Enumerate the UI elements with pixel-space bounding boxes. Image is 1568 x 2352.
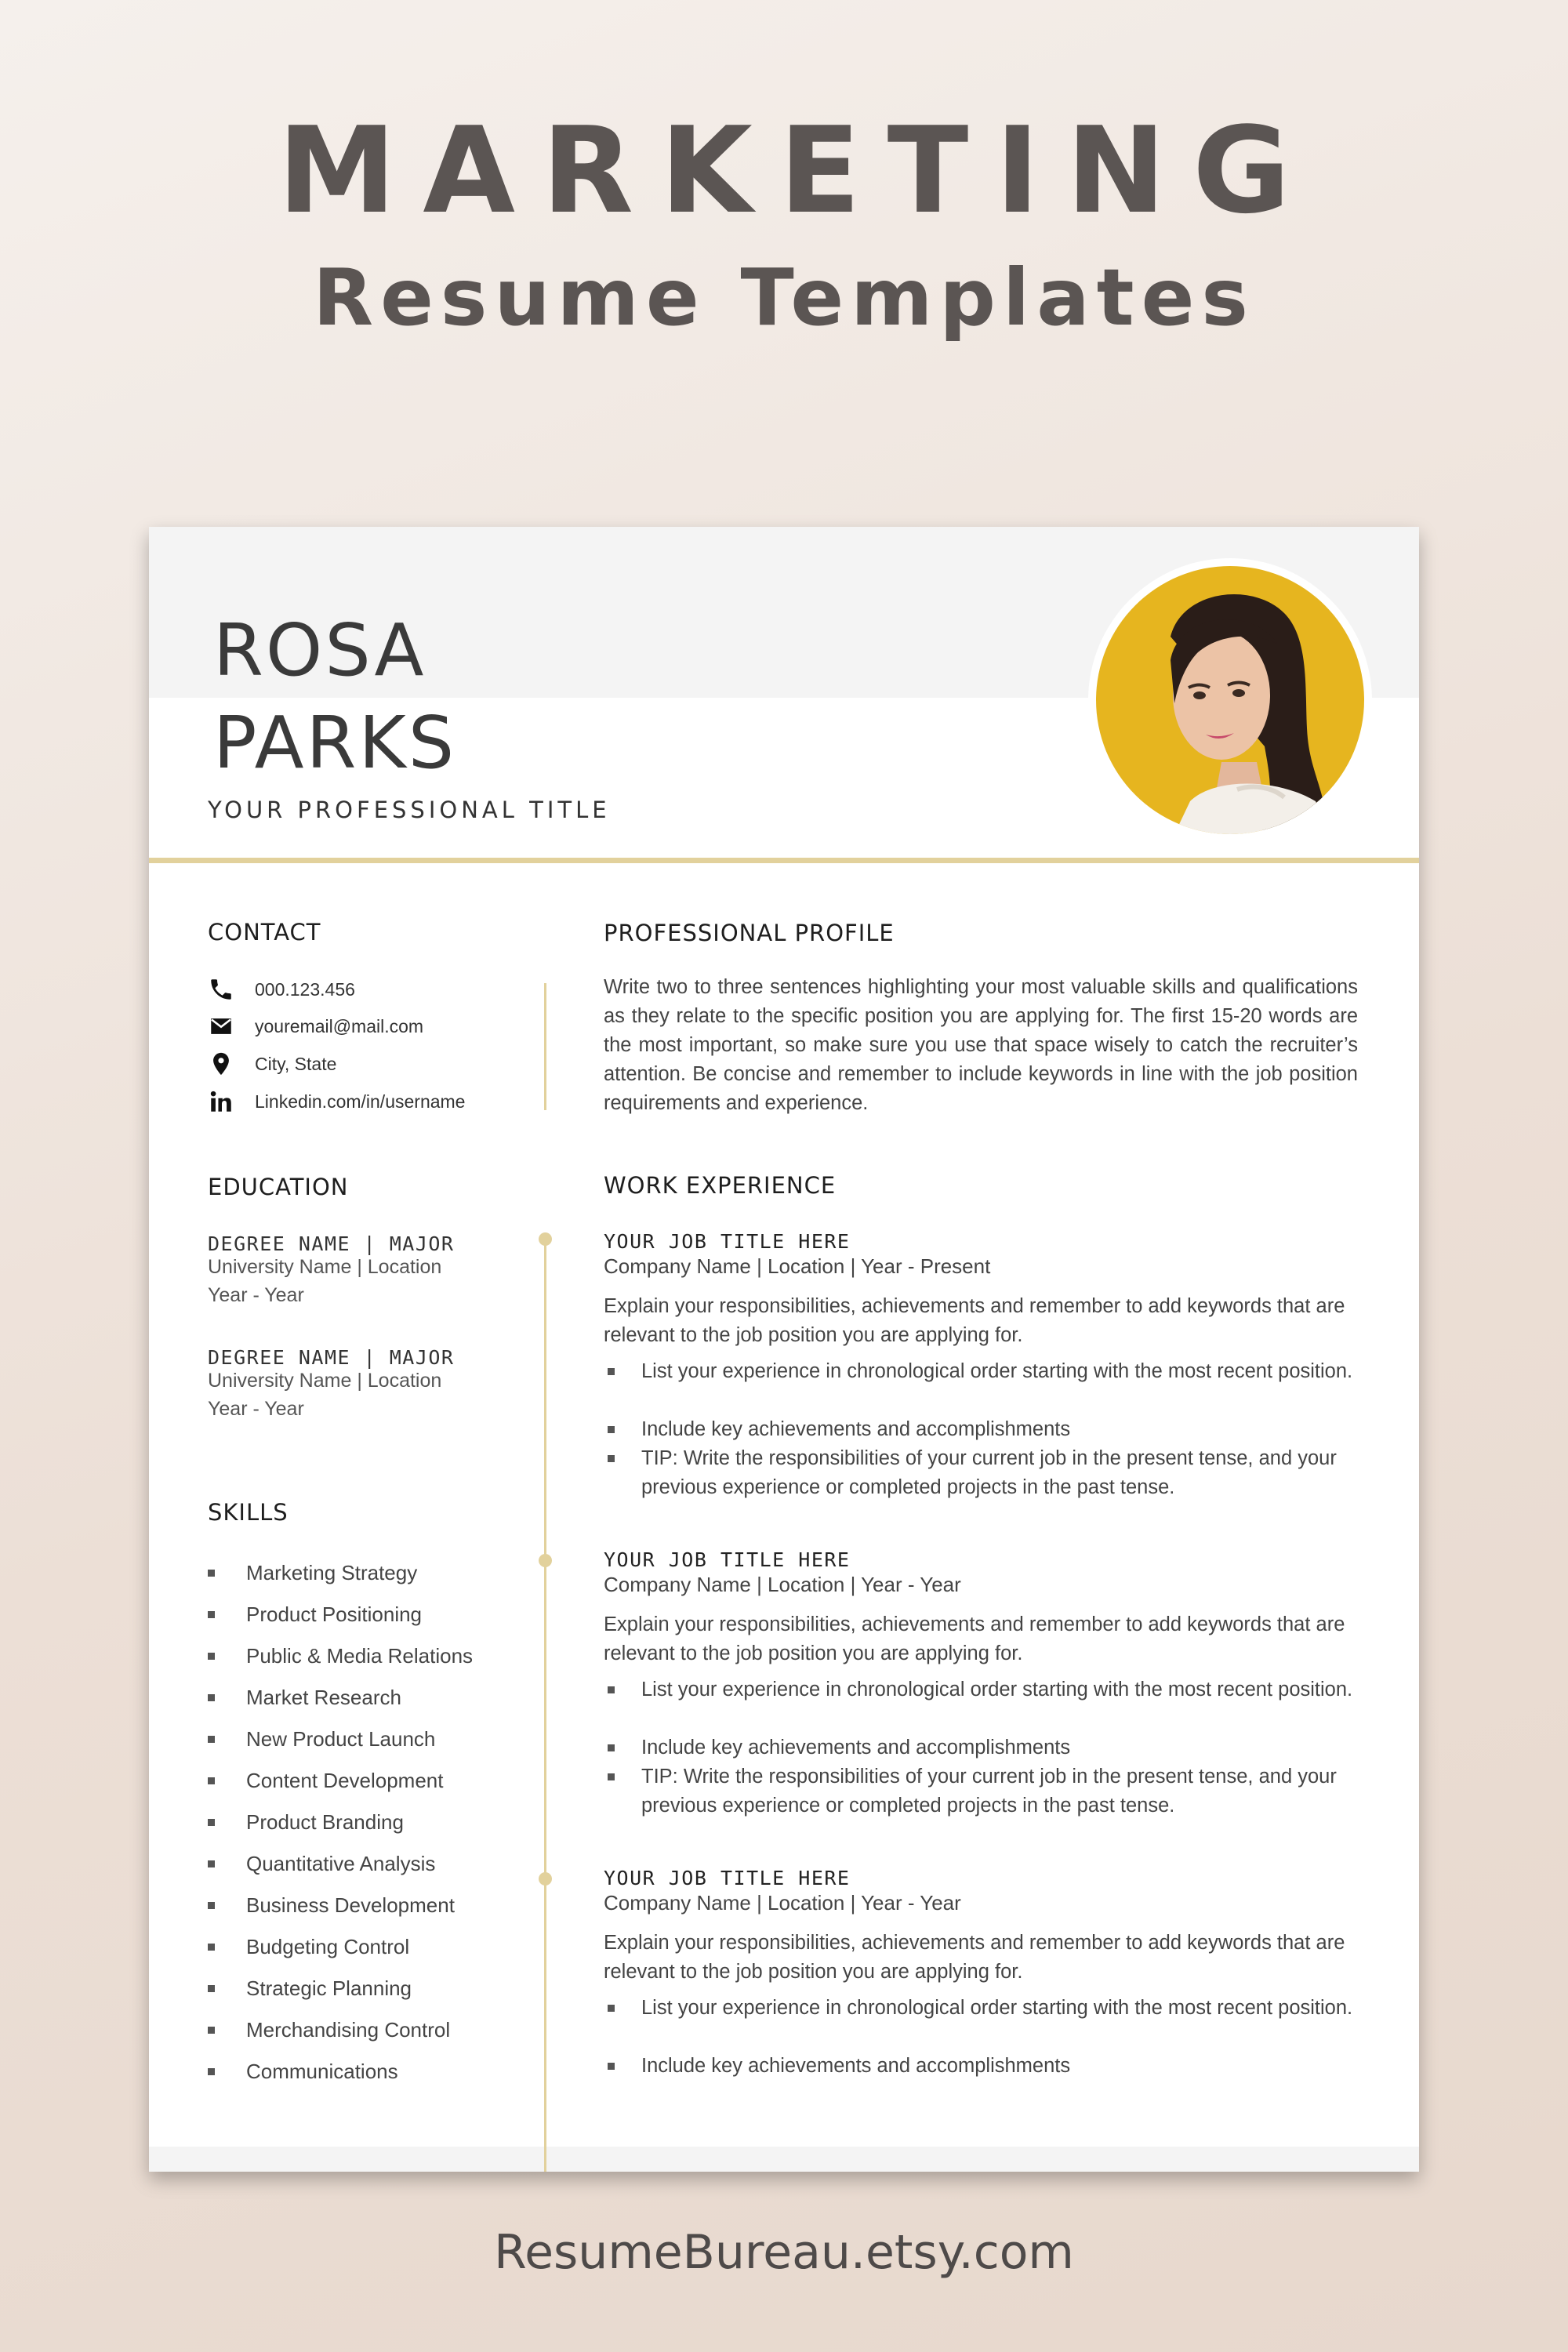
job-description: Explain your responsibilities, achievements and remember to add keywords that are relevant to the job position you are applying for.: [604, 1295, 1345, 1346]
job-bullet: [604, 1994, 1358, 2023]
skill-label: Communications: [246, 2059, 398, 2083]
job-bullet-text: List your experience in chronological order starting with the most recent position.: [641, 1360, 1353, 1382]
skills-heading: SKILLS: [208, 1499, 289, 1526]
skill-label: Product Branding: [246, 1809, 404, 1834]
job-title: YOUR JOB TITLE HERE: [604, 1867, 851, 1889]
job-company: Company Name | Location | Year - Year: [604, 1891, 961, 1915]
email-icon: [208, 1013, 234, 1040]
contact-email: [208, 1011, 423, 1042]
professional-title: YOUR PROFESSIONAL TITLE: [208, 797, 611, 823]
job-title: YOUR JOB TITLE HERE: [604, 1230, 851, 1253]
skill-item: [208, 1682, 401, 1713]
job-bullet: [604, 1733, 1358, 1762]
skill-item: [208, 1973, 412, 2004]
education-heading: EDUCATION: [208, 1174, 349, 1200]
skill-label: Quantitative Analysis: [246, 1851, 436, 1875]
education-years: Year - Year: [208, 1398, 304, 1420]
contact-email-text: youremail@mail.com: [255, 1015, 424, 1036]
skill-label: New Product Launch: [246, 1726, 436, 1751]
linkedin-icon: [208, 1088, 234, 1115]
contact-linkedin-text: Linkedin.com/in/username: [255, 1091, 466, 1112]
job-title: YOUR JOB TITLE HERE: [604, 1548, 851, 1571]
skill-label: Product Positioning: [246, 1602, 423, 1626]
job-bullet: [604, 1762, 1358, 1820]
profile-heading: PROFESSIONAL PROFILE: [604, 920, 895, 946]
last-name: PARKS: [213, 701, 457, 785]
job-company: Company Name | Location | Year - Year: [604, 1573, 961, 1596]
portrait-illustration: [1096, 566, 1364, 834]
footer-band: [149, 2147, 1419, 2172]
job-bullet: [604, 2052, 1358, 2081]
skill-label: Public & Media Relations: [246, 1643, 474, 1668]
job-bullet-text: List your experience in chronological order starting with the most recent position.: [641, 1679, 1353, 1700]
job-bullet-text: TIP: Write the responsibilities of your current job in the present tense, and your previous experience or completed projects in the past tense.: [641, 1766, 1337, 1817]
job-bullet-text: Include key achievements and accomplishments: [641, 1737, 1071, 1759]
skill-label: Content Development: [246, 1768, 444, 1792]
header-divider: [149, 858, 1419, 863]
banner-subheadline: Resume Templates: [313, 252, 1255, 343]
contact-divider: [544, 983, 546, 1110]
timeline-line: [544, 1240, 546, 2172]
contact-location: [208, 1048, 336, 1080]
job-bullet: [604, 1357, 1358, 1386]
skill-item: [208, 2056, 398, 2087]
education-school: University Name | Location: [208, 1370, 442, 1392]
skill-item: [208, 1557, 417, 1588]
job-bullet-text: Include key achievements and accomplishments: [641, 2055, 1071, 2077]
skill-item: [208, 1640, 473, 1671]
education-school: University Name | Location: [208, 1256, 442, 1278]
skill-label: Strategic Planning: [246, 1976, 412, 2000]
skill-label: Market Research: [246, 1685, 401, 1709]
job-description: Explain your responsibilities, achievements and remember to add keywords that are relevant to the job position you are applying for.: [604, 1613, 1345, 1664]
skill-label: Merchandising Control: [246, 2017, 451, 2042]
first-name: ROSA: [213, 608, 426, 692]
skill-item: [208, 1931, 409, 1962]
skill-item: [208, 1889, 455, 1921]
timeline-dot: [539, 1554, 552, 1567]
job-bullet: [604, 1415, 1358, 1444]
location-pin-icon: [208, 1051, 234, 1077]
job-bullet-text: TIP: Write the responsibilities of your current job in the present tense, and your previous experience or completed projects in the past tense.: [641, 1447, 1337, 1498]
education-degree: DEGREE NAME | MAJOR: [208, 1232, 455, 1255]
portrait-photo: [1096, 566, 1364, 834]
contact-location-text: City, State: [255, 1053, 337, 1074]
skill-label: Business Development: [246, 1893, 455, 1917]
skill-item: [208, 1723, 435, 1755]
skill-item: [208, 1765, 443, 1796]
skill-item: [208, 1806, 404, 1838]
contact-linkedin: [208, 1086, 465, 1117]
skill-label: Budgeting Control: [246, 1934, 410, 1958]
contact-heading: CONTACT: [208, 919, 321, 946]
job-bullet: [604, 1675, 1358, 1704]
job-company: Company Name | Location | Year - Present: [604, 1254, 991, 1278]
job-bullet: [604, 1444, 1358, 1502]
job-bullet-text: Include key achievements and accomplishments: [641, 1418, 1071, 1440]
skill-label: Marketing Strategy: [246, 1560, 418, 1584]
skill-item: [208, 1599, 422, 1630]
job-description: Explain your responsibilities, achievements and remember to add keywords that are relevant to the job position you are applying for.: [604, 1932, 1345, 1983]
skill-item: [208, 1848, 435, 1879]
timeline-dot: [539, 1872, 552, 1886]
profile-text: Write two to three sentences highlighting your most valuable skills and qualifications as they relate to the specific position you are applying for. The first 15-20 words are the most important, so make sure you use that space wisely to catch the recruiter’s attention. Be concise and remember to include keywords in line with the job position requirements and experience.: [604, 976, 1358, 1114]
resume-page: [149, 527, 1419, 2172]
skill-item: [208, 2014, 450, 2045]
timeline-dot: [539, 1232, 552, 1246]
education-years: Year - Year: [208, 1284, 304, 1306]
contact-phone-text: 000.123.456: [255, 978, 355, 1000]
job-bullet-text: List your experience in chronological order starting with the most recent position.: [641, 1997, 1353, 2019]
phone-icon: [208, 976, 234, 1003]
contact-phone: [208, 974, 355, 1005]
shop-url: ResumeBureau.etsy.com: [494, 2225, 1074, 2280]
banner-headline: MARKETING: [278, 101, 1317, 240]
education-degree: DEGREE NAME | MAJOR: [208, 1346, 455, 1369]
experience-heading: WORK EXPERIENCE: [604, 1172, 837, 1199]
